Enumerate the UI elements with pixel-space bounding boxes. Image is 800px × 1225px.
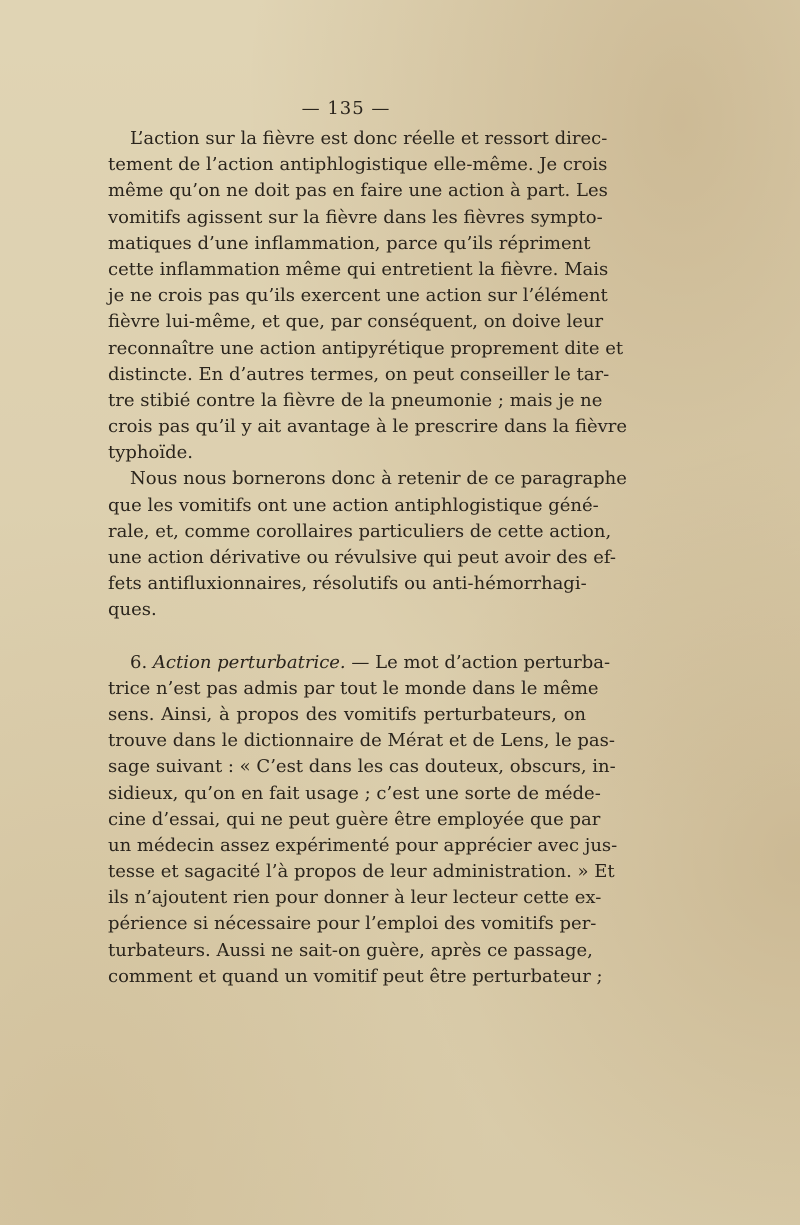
text-line: même qu’on ne doit pas en faire une action à part. Les: [108, 180, 608, 202]
text-line: je ne crois pas qu’ils exercent une action sur l’élément: [108, 285, 608, 307]
page-number: — 135 —: [301, 98, 391, 119]
text-line: L’action sur la fièvre est donc réelle et ressort direc-: [130, 128, 608, 149]
text-line: trice n’est pas admis par tout le monde dans le même: [108, 677, 599, 699]
text-line: fets antifluxionnaires, résolutifs ou anti-hémorrhagi-: [108, 573, 587, 595]
text-line: fièvre lui-même, et que, par conséquent, on doive leur: [108, 311, 604, 333]
text-line: cette inflammation même qui entretient la fièvre. Mais: [108, 258, 609, 280]
section-spacer: [108, 624, 586, 650]
section-6: [108, 650, 618, 990]
text-line: typhoïde.: [108, 442, 194, 464]
section-title: Action perturbatrice.: [152, 651, 346, 673]
text-line: ques.: [108, 599, 157, 621]
text-line: crois pas qu’il y ait avantage à le prescrire dans la fièvre: [108, 416, 628, 438]
text-line: tesse et sagacité l’à propos de leur administration. » Et: [108, 861, 615, 883]
text-line: périence si nécessaire pour l’emploi des vomitifs per-: [108, 913, 597, 935]
text-line: rale, et, comme corollaires particuliers de cette action,: [108, 520, 612, 542]
text-line: sage suivant : « C’est dans les cas douteux, obscurs, in-: [108, 756, 616, 778]
paragraph-1: [108, 126, 628, 466]
text-line: comment et quand un vomitif peut être perturbateur ;: [108, 965, 603, 987]
paragraph-2: [108, 466, 627, 623]
text-line: trouve dans le dictionnaire de Mérat et de Lens, le pas-: [108, 730, 615, 752]
text-line: sidieux, qu’on en fait usage ; c’est une sorte de méde-: [108, 782, 601, 804]
section-heading-line: [108, 650, 611, 676]
text-line: vomitifs agissent sur la fièvre dans les fièvres sympto-: [108, 206, 603, 228]
text-line: que les vomitifs ont une action antiphlogistique géné-: [108, 494, 599, 516]
section-first-line-text: — Le mot d’action perturba-: [351, 651, 611, 673]
section-number: 6.: [130, 651, 148, 673]
text-line: une action dérivative ou révulsive qui peut avoir des ef-: [108, 547, 616, 568]
text-line: sens. Ainsi, à propos des vomitifs perturbateurs, on: [108, 703, 586, 725]
body-text: [108, 126, 628, 990]
text-line: ils n’ajoutent rien pour donner à leur lecteur cette ex-: [108, 887, 602, 909]
text-line: un médecin assez expérimenté pour apprécier avec jus-: [108, 834, 618, 856]
text-line: cine d’essai, qui ne peut guère être employée que par: [108, 808, 601, 830]
text-line: tre stibié contre la fièvre de la pneumonie ; mais je ne: [108, 389, 603, 411]
text-line: matiques d’une inflammation, parce qu’ils répriment: [108, 232, 591, 254]
text-line: tement de l’action antiphlogistique elle-même. Je crois: [108, 154, 608, 176]
text-line: reconnaître une action antipyrétique proprement dite et: [108, 337, 624, 359]
text-line: distincte. En d’autres termes, on peut conseiller le tar-: [108, 363, 610, 385]
text-line: turbateurs. Aussi ne sait-on guère, après ce passage,: [108, 939, 593, 961]
text-line: Nous nous bornerons donc à retenir de ce paragraphe: [130, 468, 627, 490]
